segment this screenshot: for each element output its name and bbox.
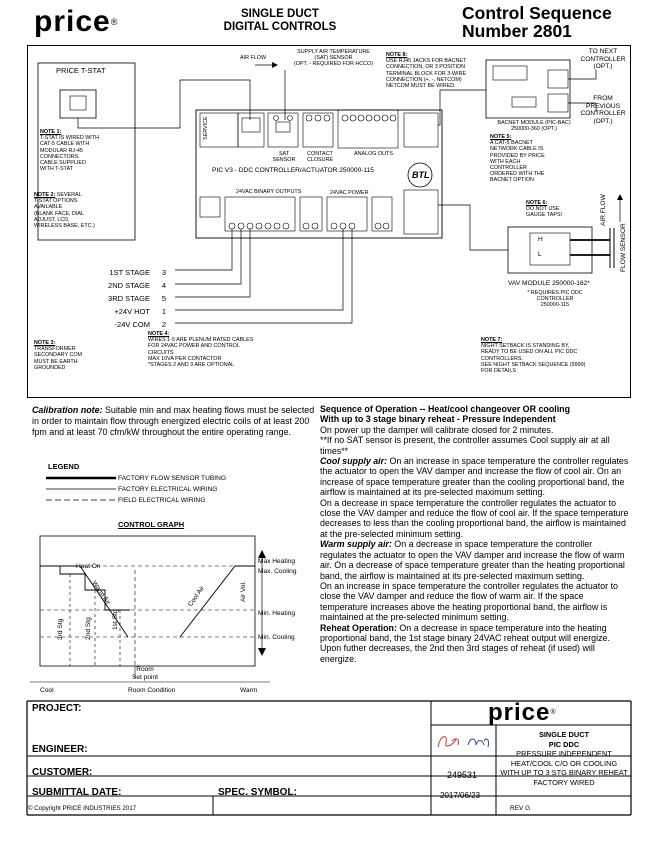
registered-mark: ® — [110, 17, 119, 27]
graph-label-min-cooling: Min. Cooling — [258, 634, 295, 641]
note-1-line: CONNECTORS. — [40, 153, 80, 160]
note-3 — [34, 340, 124, 371]
graph-label-max-cooling: Max. Cooling — [258, 568, 297, 575]
vav-module-label: VAV MODULE 250000-162* — [508, 280, 590, 287]
sat-line: (SAT) SENSOR — [314, 55, 353, 62]
warm-para-1 — [320, 539, 630, 581]
bacnet-line: 250000-360 (OPT.) — [511, 126, 557, 133]
vav-note-line: CONTROLLER — [536, 296, 574, 303]
calibration-text: Suitable min and max heating flows must be selected in order to maintain flow through energized electric coils of at least 200 fpm and at least 70 cfm/kW throughout the entire operating range. — [32, 405, 315, 437]
legend-lines — [44, 472, 124, 504]
stage-terminal-block — [100, 266, 180, 331]
note-5-line: CONTROLLER — [490, 165, 527, 172]
vav-note-line: 250000-115 — [540, 302, 570, 309]
flow-sensor-label: FLOW SENSOR — [620, 223, 627, 272]
seq-line-1: Control Sequence — [462, 3, 612, 23]
terminal-row — [100, 305, 180, 318]
air-flow-top-label: AIR FLOW — [240, 55, 267, 61]
power-label: 24VAC POWER — [330, 190, 369, 196]
note-8-line: TERMINAL BLOCK FOR 3-WIRE — [386, 70, 467, 77]
desc-line: PRESSURE INDEPENDENT — [516, 749, 612, 759]
warm-text-1: On a decrease in space temperature the controller regulates the actuator to open the VAV damper and increase the flow of warm air. On a decrease of space temperature greater than the heating proportional band, the airflow is maintained at its pre-selected maximum setting. — [320, 539, 625, 581]
reheat-text: On a decrease in space temperature into the heating proportional band, the 1st stage binary 24VAC reheat output will energize. Upon futher decreases, the 2nd then 3rd stages of reheat (if used) will energize. — [320, 622, 610, 664]
note-3-line: GROUNDED — [34, 364, 66, 371]
desc-line-1: SINGLE DUCT — [538, 730, 590, 739]
from-prev-line: PREVIOUS — [585, 102, 621, 110]
note-6 — [526, 200, 586, 219]
spec-symbol-label: SPEC. SYMBOL: — [218, 787, 297, 798]
note-3-line: MUST BE EARTH — [34, 358, 78, 365]
sequence-intro-1: On power up the damper will calibrate closed for 2 minutes. — [320, 424, 554, 435]
note-5-line: ORDERED WITH THE — [490, 171, 545, 178]
to-next-line: TO NEXT — [588, 48, 618, 55]
legend-item: FIELD ELECTRICAL WIRING — [118, 497, 206, 504]
note-5 — [490, 134, 570, 184]
registered-mark: ® — [550, 709, 557, 716]
copyright — [28, 805, 136, 812]
terminal-num: 1 — [161, 307, 166, 316]
note-4-line: MAX 10VA PER CONTACTOR — [148, 355, 222, 362]
vav-note-line: * REQUIRES PIC DDC — [527, 290, 583, 296]
note-2-line: (BLANK FACE, DIAL — [34, 210, 85, 217]
graph-label-min-heating: Min. Heating — [258, 610, 296, 617]
legend-item: FACTORY ELECTRICAL WIRING — [118, 486, 218, 493]
sequence-subtitle: With up to 3 stage binary reheat - Pressure Independent — [320, 414, 556, 425]
to-next-controller — [573, 48, 633, 71]
note-8-line: NETCOM MUST BE WIRED. — [386, 83, 456, 90]
note-1-title: NOTE 1: — [40, 129, 62, 135]
terminal-row — [100, 318, 180, 331]
note-3-title: NOTE 3: — [34, 340, 56, 346]
reheat-para — [320, 623, 630, 665]
graph-heat-on: Heat On — [76, 563, 101, 570]
note-7-line: CONTROLLERS. — [481, 355, 523, 362]
desc-line-2: PIC DDC — [548, 739, 580, 749]
graph-stage-3: 3rd Stg — [57, 618, 64, 640]
note-5-line: NETWORK CABLE IS — [490, 146, 544, 153]
graph-air-vol: Air Vol. — [240, 581, 247, 602]
contact-closure-label: CONTACT CLOSURE — [306, 151, 334, 164]
reheat-head: Reheat Operation: — [320, 622, 397, 633]
legend-title: LEGEND — [48, 462, 80, 471]
l-label: L — [538, 251, 542, 258]
note-8 — [386, 52, 486, 89]
customer-label: CUSTOMER: — [32, 767, 93, 778]
h-label: H — [538, 236, 543, 243]
note-2-line: ADJUST, LCD, — [34, 216, 70, 223]
submittal-date-label: SUBMITTAL DATE: — [32, 787, 122, 798]
terminal-num: 3 — [161, 268, 166, 277]
terminal-label: 2ND STAGE — [108, 281, 150, 290]
tstat-title: PRICE T-STAT — [56, 66, 106, 75]
from-prev-line: (OPT.) — [593, 117, 613, 125]
controller-label: PIC V3 - DDC CONTROLLER/ACTUATOR 250000-115 — [212, 167, 374, 174]
note-1-line: CABLE SUPPLIED — [40, 160, 86, 167]
note-4-line: WIRES 1-5 ARE PLENUM RATED CABLES — [148, 337, 254, 344]
graph-x-warm: Warm — [240, 687, 258, 694]
sat-sensor-small-label: SAT SENSOR — [272, 151, 296, 164]
cool-head: Cool supply air: — [320, 456, 388, 467]
calibration-note — [32, 405, 317, 437]
terminal-label: 3RD STAGE — [108, 294, 150, 303]
note-1-line: CAT-5 CABLE WITH — [40, 141, 90, 148]
note-4-title: NOTE 4: — [148, 331, 170, 337]
cool-para-1 — [320, 456, 630, 498]
date-value: 2017/06/23 — [440, 791, 481, 800]
bacnet-module-label — [484, 120, 584, 132]
signatures — [432, 727, 496, 757]
cool-para-2: On a decrease in space temperature the controller regulates the actuator to close the VAV damper and reduce the flow of cool air. If the space temperature decreases to less than the cooling proportional band, the airflow is maintained at the pre-selected minimum setting. — [320, 497, 629, 539]
doc-number: 249531 — [447, 770, 478, 780]
note-1-line: T-STAT IS WIRED WITH — [40, 135, 99, 142]
note-2-line: SEVERAL — [56, 192, 82, 198]
control-graph-title: CONTROL GRAPH — [118, 520, 185, 529]
note-7-line: SEE NIGHT SETBACK SEQUENCE (9999) — [481, 361, 586, 368]
note-8-line: USE RJ45 JACKS FOR BACNET — [386, 58, 467, 65]
note-5-line: A CAT-5 BACNET — [490, 140, 534, 147]
note-4-line: CIRCUITS — [148, 349, 174, 356]
terminal-row — [100, 266, 180, 279]
sequence-intro-2: **If no SAT sensor is present, the controller assumes Cool supply air at all times** — [320, 435, 610, 456]
desc-line: WITH UP TO 3 STG BINARY REHEAT — [500, 768, 628, 778]
note-7-title: NOTE 7: — [481, 337, 503, 343]
warm-para-2: On an increase in space temperature the controller regulates the actuator to close the VAV damper and reduce the flow of warm air. If the space temperature increases above the heating proportional band, the airflow is maintained at the pre-selected minimum setting. — [320, 580, 618, 623]
legend-item: FACTORY FLOW SENSOR TUBING — [118, 475, 226, 482]
price-logo-small — [488, 701, 557, 725]
to-next-line: (OPT.) — [593, 63, 613, 71]
note-7-line: NIGHT SETBACK IS STANDING BY, — [481, 343, 570, 350]
service-label: SERVICE — [203, 116, 209, 140]
seq-line-2: Number 2801 — [462, 21, 572, 41]
note-5-line: BACNET OPTION — [490, 177, 534, 184]
note-8-line: CONNECTION (+, -, NETCOM) — [386, 76, 462, 83]
desc-line: HEAT/COOL C/O OR COOLING — [510, 758, 618, 768]
logo-text: price — [34, 5, 111, 38]
terminal-num: 4 — [161, 281, 166, 290]
note-4-line: FOR 24VAC POWER AND CONTROL — [148, 343, 240, 350]
sequence-of-operation — [320, 404, 630, 664]
note-2 — [34, 192, 134, 229]
analog-outs-label: ANALOG OUTS — [354, 151, 393, 157]
to-next-line: CONTROLLER — [580, 55, 626, 63]
note-1-line: WITH T-STAT — [40, 166, 73, 173]
note-8-line: CONNECTION, OR 3 POSITION — [386, 64, 466, 71]
note-1 — [40, 129, 130, 172]
room-line: Room — [136, 666, 154, 673]
note-5-line: WITH EACH — [490, 158, 521, 165]
graph-room-setpoint — [120, 666, 170, 681]
note-2-line: T-STAT OPTIONS — [34, 198, 78, 205]
graph-warm-air: Warm Air — [90, 580, 112, 607]
note-2-title: NOTE 2: — [34, 192, 56, 198]
from-prev-line: CONTROLLER — [580, 110, 626, 118]
from-prev-line: FROM — [593, 95, 613, 102]
engineer-label: ENGINEER: — [32, 744, 88, 755]
note-6-title: NOTE 6: — [526, 200, 548, 206]
room-line: Set point — [131, 673, 159, 681]
note-1-line: MODULAR RJ-45 — [40, 147, 83, 154]
sat-sensor-label — [286, 49, 381, 68]
note-3-line: TRANSFORMER — [34, 346, 76, 353]
btl-logo: BTL — [412, 170, 430, 180]
note-5-title: NOTE 5: — [490, 134, 512, 140]
graph-x-room-condition: Room Condition — [128, 687, 176, 694]
sat-line: SUPPLY AIR TEMPERATURE — [297, 49, 370, 55]
description-block — [498, 730, 630, 788]
note-3-line: SECONDARY COM — [34, 352, 83, 359]
note-7-line: FOR DETAILS — [481, 368, 516, 375]
graph-stage-2: 2nd Stg — [85, 617, 92, 640]
title-line-1: SINGLE DUCT — [241, 8, 319, 20]
note-7 — [481, 337, 621, 374]
terminal-num: 2 — [161, 320, 166, 329]
bacnet-line: BACNET MODULE (PIC-BAC) — [497, 120, 571, 126]
note-8-title: NOTE 8: — [386, 52, 408, 58]
graph-stage-1: 1st Stg — [112, 609, 119, 630]
air-flow-right-label: AIR FLOW — [600, 194, 607, 226]
cool-text-1: On an increase in space temperature the controller regulates the actuator to open the VAV damper and increase the flow of cool air. On an increase of space temperature greater than the cooling proportional band, the airflow is maintained at its pre-selected maximum setting. — [320, 456, 629, 498]
revision: REV G — [510, 805, 531, 812]
note-7-line: READY TO BE USED ON ALL PIC DDC — [481, 349, 578, 356]
terminal-label: +24V HOT — [114, 307, 150, 316]
sequence-title: Sequence of Operation -- Heat/cool changeover OR cooling — [320, 404, 571, 414]
sat-line: (OPT. - REQUIRED FOR HCCO) — [293, 61, 374, 68]
note-5-line: PROVIDED BY PRICE — [490, 152, 545, 159]
graph-cool-air: Cool Air — [187, 585, 206, 609]
vav-note — [520, 290, 590, 309]
note-6-line: GAUGE TAPS! — [526, 212, 563, 219]
terminal-label: 1ST STAGE — [109, 268, 150, 277]
note-2-line: AVAILABLE — [34, 204, 63, 211]
title-line-2: DIGITAL CONTROLS — [223, 21, 337, 33]
terminal-label: -24V COM — [114, 320, 150, 329]
project-label: PROJECT: — [32, 703, 82, 714]
logo-small-text: price — [488, 699, 551, 726]
calibration-prefix: Calibration note: — [32, 405, 103, 415]
note-4-line: *STAGES 2 AND 3 ARE OPTIONAL — [148, 362, 235, 369]
copyright-symbol: © — [28, 805, 33, 812]
desc-line: FACTORY WIRED — [533, 777, 595, 787]
warm-head: Warm supply air: — [320, 539, 392, 550]
terminal-row — [100, 279, 180, 292]
graph-label-max-heating: Max Heating — [258, 558, 296, 565]
note-4 — [148, 331, 318, 368]
terminal-num: 5 — [161, 294, 166, 303]
note-2-line: WIRELESS BASE, ETC.) — [34, 223, 95, 230]
terminal-row — [100, 292, 180, 305]
binary-outputs-label: 24VAC BINARY OUTPUTS — [236, 189, 302, 195]
graph-x-cool: Cool — [40, 687, 54, 694]
note-6-line: DO NOT USE — [526, 206, 560, 213]
copyright-text: Copyright PRICE INDUSTRIES 2017 — [34, 805, 137, 812]
